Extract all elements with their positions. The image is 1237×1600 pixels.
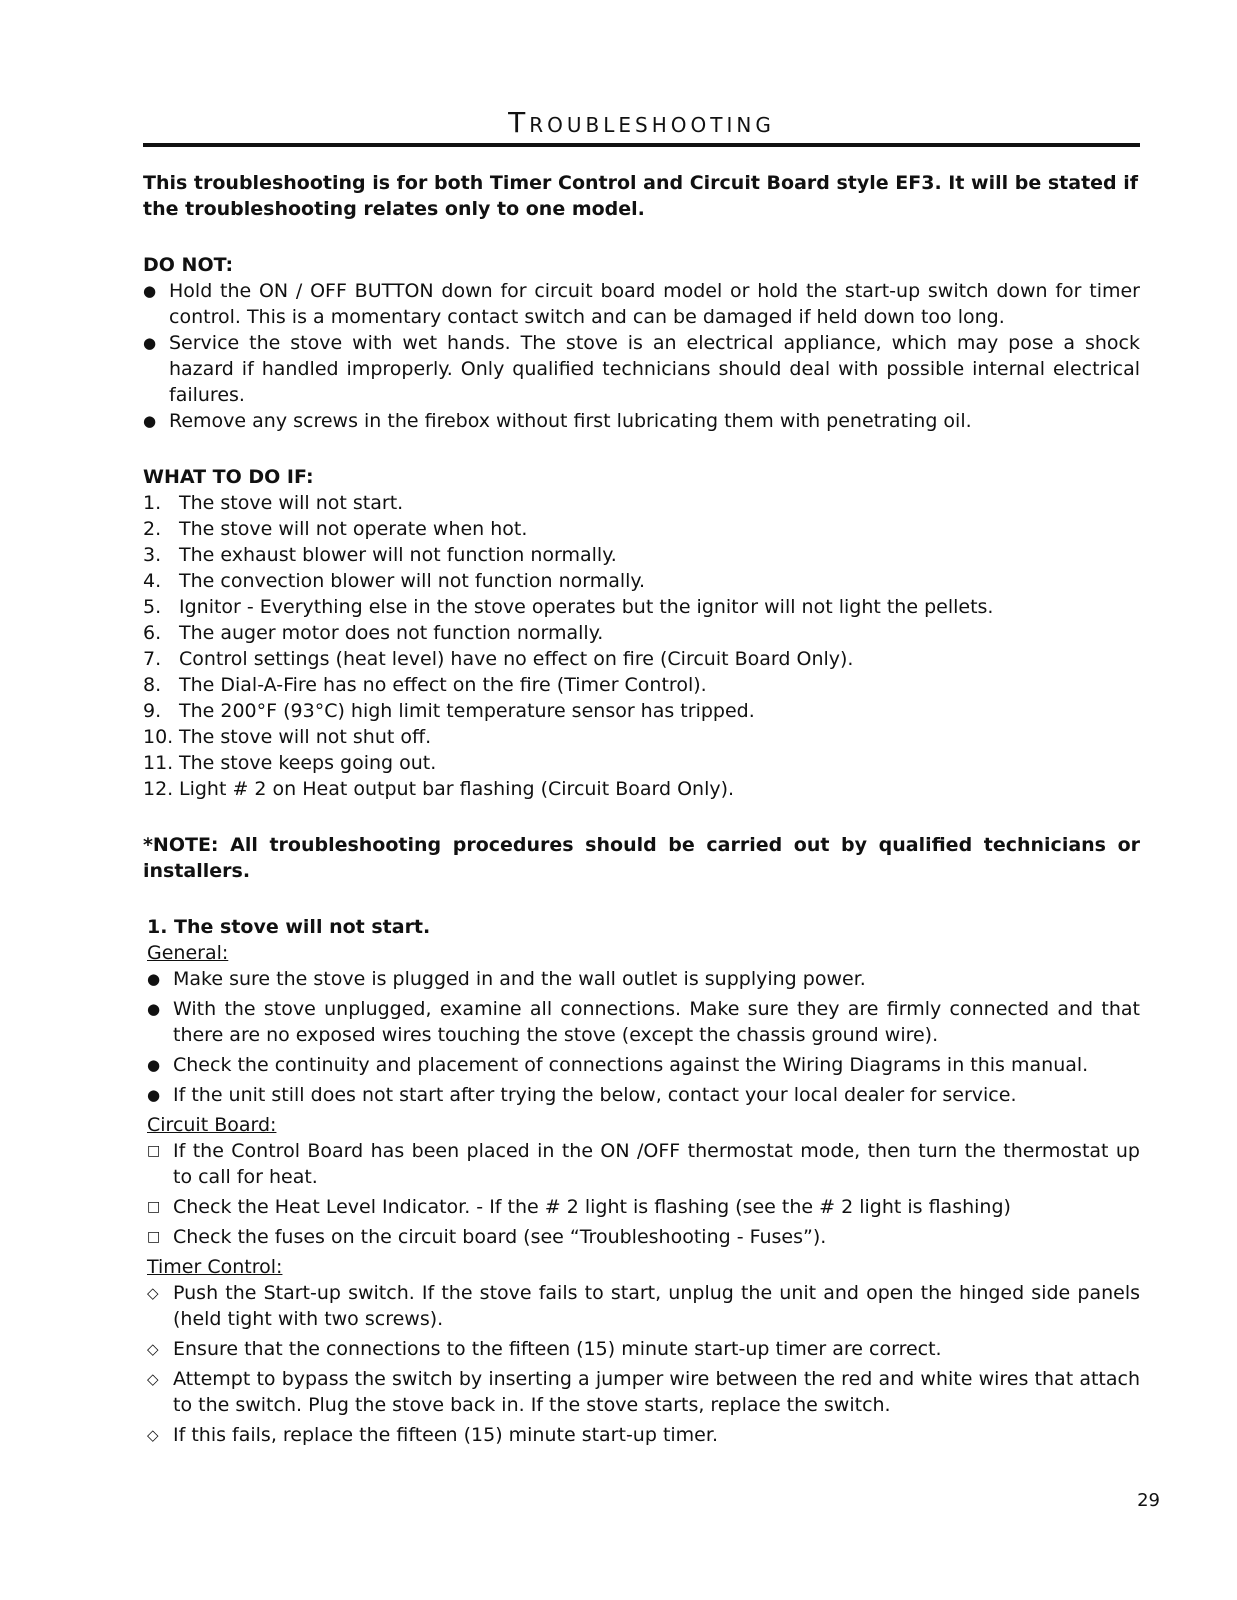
circuit-board-list	[147, 1138, 1140, 1250]
item-number: 1.	[143, 492, 162, 514]
item-text: The auger motor does not function normally.	[179, 622, 604, 644]
general-label: General:	[147, 942, 229, 964]
section-heading: 1. The stove will not start.	[147, 916, 431, 938]
what-to-do-item	[143, 490, 1140, 516]
what-to-do-item	[143, 750, 1140, 776]
item-text: The stove will not operate when hot.	[179, 518, 528, 540]
general-list	[147, 966, 1140, 1108]
item-text: The stove keeps going out.	[179, 752, 437, 774]
timer-control-item: ◇ Attempt to bypass the switch by inserting a jumper wire between the red and white wires that attach to the switch. Plug the stove back in. If the stove starts, replace the switch.	[147, 1366, 1140, 1418]
document-body	[143, 170, 1140, 1452]
what-to-do-item	[143, 672, 1140, 698]
note-paragraph: *NOTE: All troubleshooting procedures should be carried out by qualified technicians or installers.	[143, 834, 1140, 882]
item-text: Light # 2 on Heat output bar flashing (Circuit Board Only).	[179, 778, 735, 800]
item-text: The stove will not shut off.	[179, 726, 432, 748]
item-number: 4.	[143, 570, 162, 592]
item-text: The 200°F (93°C) high limit temperature sensor has tripped.	[179, 700, 755, 722]
what-to-do-item	[143, 776, 1140, 802]
do-not-list	[143, 278, 1140, 434]
item-text: Ignitor - Everything else in the stove operates but the ignitor will not light the pellets.	[179, 596, 994, 618]
item-number: 12.	[143, 778, 174, 800]
do-not-item: ● Hold the ON / OFF BUTTON down for circuit board model or hold the start-up switch down for timer control. This is a momentary contact switch and can be damaged if held down too long.	[143, 278, 1140, 330]
what-to-do-item	[143, 516, 1140, 542]
what-to-do-item	[143, 594, 1140, 620]
item-number: 7.	[143, 648, 162, 670]
item-number: 10.	[143, 726, 174, 748]
what-to-do-item	[143, 698, 1140, 724]
timer-control-label: Timer Control:	[147, 1256, 283, 1278]
what-to-do-item	[143, 568, 1140, 594]
item-number: 3.	[143, 544, 162, 566]
general-item: ● With the stove unplugged, examine all connections. Make sure they are firmly connected and that there are no exposed wires touching the stove (except the chassis ground wire).	[147, 996, 1140, 1048]
item-text: The stove will not start.	[179, 492, 404, 514]
item-text: The exhaust blower will not function normally.	[179, 544, 617, 566]
general-item: ● Check the continuity and placement of connections against the Wiring Diagrams in this manual.	[147, 1052, 1140, 1078]
do-not-item: ● Service the stove with wet hands. The stove is an electrical appliance, which may pose a shock hazard if handled improperly. Only qualified technicians should deal with possible internal electrical failures.	[143, 330, 1140, 408]
timer-control-item: ◇ If this fails, replace the fifteen (15) minute start-up timer.	[147, 1422, 1140, 1448]
timer-control-list	[147, 1280, 1140, 1448]
intro-paragraph: This troubleshooting is for both Timer Control and Circuit Board style EF3. It will be stated if the troubleshooting relates only to one model.	[143, 172, 1139, 220]
circuit-board-item: □ Check the Heat Level Indicator. - If the # 2 light is flashing (see the # 2 light is flashing)	[147, 1194, 1140, 1220]
timer-control-item: ◇ Ensure that the connections to the fifteen (15) minute start-up timer are correct.	[147, 1336, 1140, 1362]
item-number: 5.	[143, 596, 162, 618]
item-number: 11.	[143, 752, 174, 774]
what-to-do-item	[143, 620, 1140, 646]
page-title: Troubleshooting	[508, 106, 775, 139]
what-to-do-item	[143, 646, 1140, 672]
section-stove-will-not-start	[143, 914, 1140, 1448]
what-to-do-item	[143, 542, 1140, 568]
circuit-board-item: □ Check the fuses on the circuit board (see “Troubleshooting - Fuses”).	[147, 1224, 1140, 1250]
do-not-item: ● Remove any screws in the firebox without first lubricating them with penetrating oil.	[143, 408, 1140, 434]
what-to-do-list	[143, 490, 1140, 802]
item-number: 2.	[143, 518, 162, 540]
what-to-do-item	[143, 724, 1140, 750]
item-number: 9.	[143, 700, 162, 722]
do-not-heading: DO NOT:	[143, 254, 234, 276]
circuit-board-item: □ If the Control Board has been placed in the ON /OFF thermostat mode, then turn the thermostat up to call for heat.	[147, 1138, 1140, 1190]
item-text: Control settings (heat level) have no effect on fire (Circuit Board Only).	[179, 648, 854, 670]
item-number: 6.	[143, 622, 162, 644]
what-to-do-heading: WHAT TO DO IF:	[143, 466, 314, 488]
item-text: The convection blower will not function normally.	[179, 570, 646, 592]
title-rule	[143, 143, 1140, 147]
circuit-board-label: Circuit Board:	[147, 1114, 277, 1136]
general-item: ● If the unit still does not start after trying the below, contact your local dealer for service.	[147, 1082, 1140, 1108]
item-number: 8.	[143, 674, 162, 696]
page-number: 29	[1137, 1490, 1160, 1511]
general-item: ● Make sure the stove is plugged in and the wall outlet is supplying power.	[147, 966, 1140, 992]
timer-control-item: ◇ Push the Start-up switch. If the stove fails to start, unplug the unit and open the hinged side panels (held tight with two screws).	[147, 1280, 1140, 1332]
item-text: The Dial-A-Fire has no effect on the fire (Timer Control).	[179, 674, 707, 696]
